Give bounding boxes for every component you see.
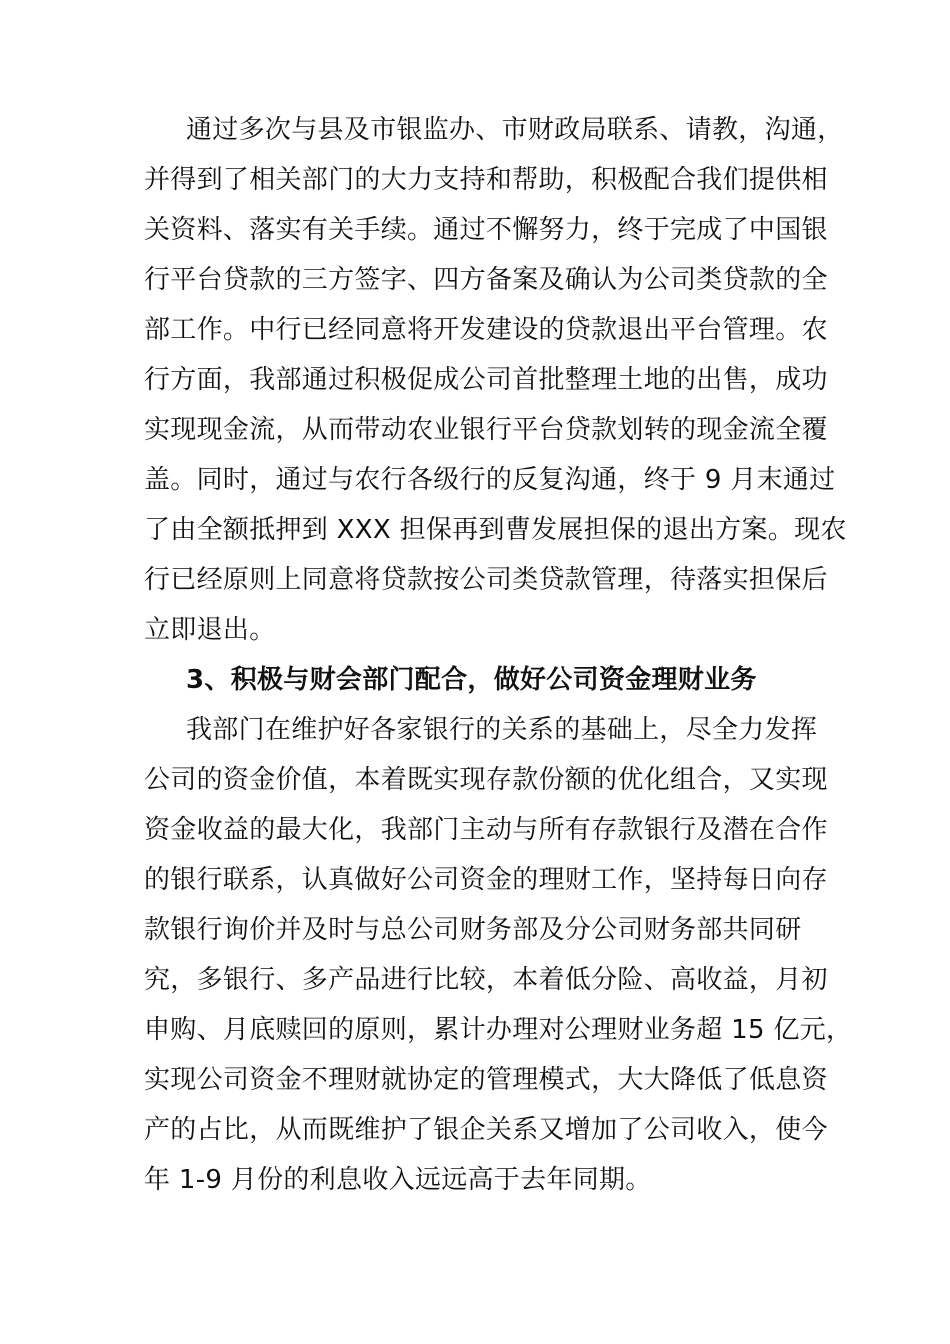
text-line-8: 盖。同时，通过与农行各级行的反复沟通，终于 9 月末通过 (144, 465, 836, 495)
text-line-1: 通过多次与县及市银监办、市财政局联系、请教，沟通， (186, 115, 844, 145)
text-line-22: 年 1-9 月份的利息收入远远高于去年同期。 (144, 1165, 652, 1195)
text-line-16: 的银行联系，认真做好公司资金的理财工作，坚持每日向存 (144, 865, 828, 895)
text-line-4: 行平台贷款的三方签字、四方备案及确认为公司类贷款的全 (144, 265, 828, 295)
text-line-20: 实现公司资金不理财就协定的管理模式，大大降低了低息资 (144, 1065, 828, 1095)
text-line-5: 部工作。中行已经同意将开发建设的贷款退出平台管理。农 (144, 315, 828, 345)
text-line-11: 立即退出。 (144, 615, 276, 645)
text-line-10: 行已经原则上同意将贷款按公司类贷款管理，待落实担保后 (144, 565, 828, 595)
text-line-17: 款银行询价并及时与总公司财务部及分公司财务部共同研 (144, 915, 802, 945)
text-line-7: 实现现金流，从而带动农业银行平台贷款划转的现金流全覆 (144, 415, 828, 445)
text-line-21: 产的占比，从而既维护了银企关系又增加了公司收入，使今 (144, 1115, 828, 1145)
text-line-6: 行方面，我部通过积极促成公司首批整理土地的出售，成功 (144, 365, 828, 395)
text-line-9: 了由全额抵押到 XXX 担保再到曹发展担保的退出方案。现农 (144, 515, 847, 545)
text-line-14: 公司的资金价值，本着既实现存款份额的优化组合，又实现 (144, 765, 828, 795)
text-line-18: 究，多银行、多产品进行比较，本着低分险、高收益，月初 (144, 965, 828, 995)
text-line-19: 申购、月底赎回的原则，累计办理对公理财业务超 15 亿元， (144, 1015, 853, 1045)
text-line-2: 并得到了相关部门的大力支持和帮助，积极配合我们提供相 (144, 165, 828, 195)
section-heading: 3、积极与财会部门配合，做好公司资金理财业务 (186, 665, 757, 695)
text-line-3: 关资料、落实有关手续。通过不懈努力，终于完成了中国银 (144, 215, 828, 245)
text-line-15: 资金收益的最大化，我部门主动与所有存款银行及潜在合作 (144, 815, 828, 845)
text-line-13: 我部门在维护好各家银行的关系的基础上，尽全力发挥 (186, 715, 818, 745)
